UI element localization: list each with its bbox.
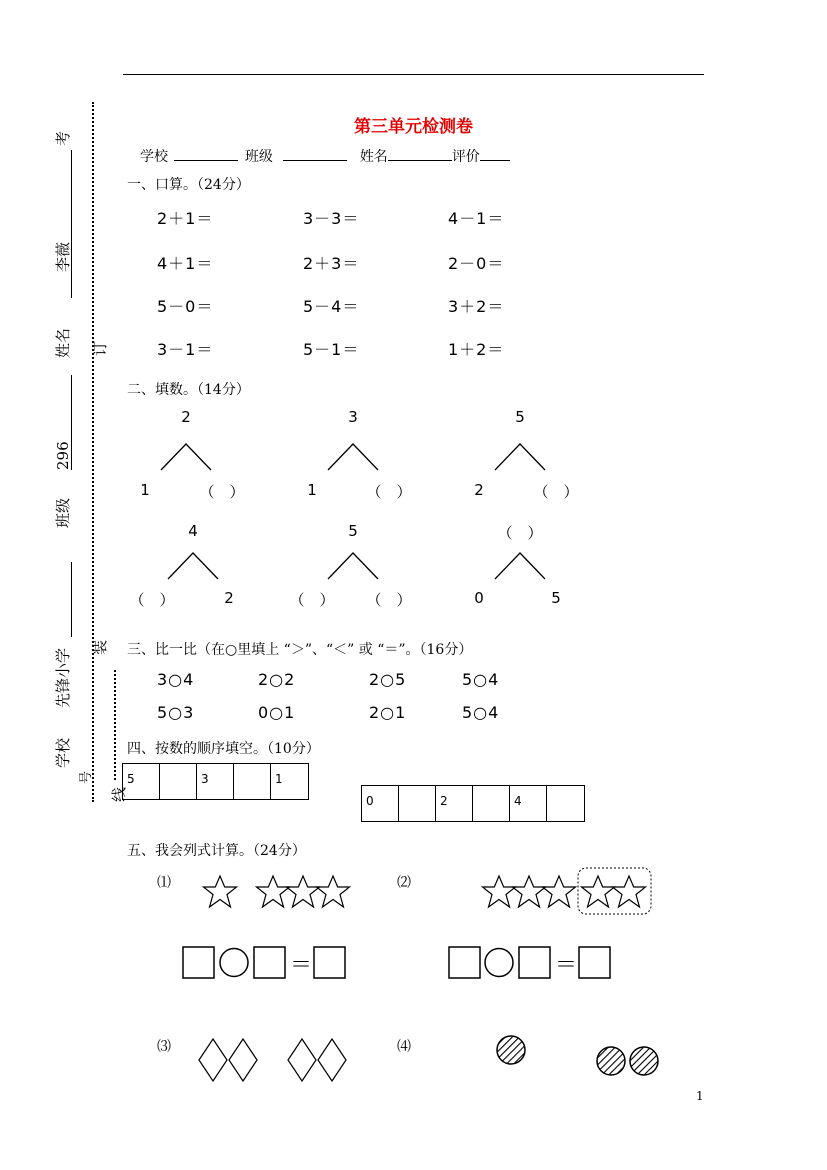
compare-item[interactable]: 2○1 [369, 703, 407, 722]
section4-heading: 四、按数的顺序填空。（10分） [127, 741, 320, 757]
oral-calc-item: 2＋3＝ [303, 254, 360, 273]
equals-sign-1: ＝ [290, 953, 313, 978]
answer-box[interactable] [254, 947, 285, 978]
tree-right-number: （ ） [366, 591, 412, 609]
oral-calc-item: 5－0＝ [157, 297, 214, 316]
tree-top-number: 2 [181, 408, 191, 426]
tree-right-number: （ ） [366, 483, 412, 501]
hatched-ball-icon [497, 1036, 525, 1064]
class-label: 班级 [244, 149, 273, 165]
sidebar-li: 李薇 [54, 241, 72, 272]
oral-calc-item: 5－4＝ [303, 297, 360, 316]
school-label: 学校 [140, 149, 168, 165]
diamond-icon [229, 1039, 257, 1081]
sidebar-num: 296 [54, 441, 72, 470]
sequence-cell[interactable]: 4 [510, 786, 547, 821]
compare-item[interactable]: 0○1 [258, 703, 296, 722]
tree-top-number: 3 [348, 408, 358, 426]
problem-label-1: ⑴ [157, 875, 171, 891]
star-icon [582, 876, 615, 907]
answer-box[interactable] [314, 947, 345, 978]
oral-calc-item: 3－1＝ [157, 340, 214, 359]
oral-calc-item: 5－1＝ [303, 340, 360, 359]
tree-left-number: 2 [474, 481, 484, 499]
sidebar-xingming: 姓名 [54, 327, 72, 358]
answer-box[interactable] [579, 947, 610, 978]
problem-label-2: ⑵ [397, 875, 411, 891]
oral-calc-item: 3－3＝ [303, 209, 360, 228]
operator-circle[interactable] [220, 949, 248, 977]
star-icon [543, 876, 576, 907]
tree-top-number: 4 [188, 522, 198, 540]
tree-top-number: （ ） [497, 524, 543, 542]
section2-heading: 二、填数。（14分） [127, 382, 250, 398]
tree-left-number: 1 [307, 481, 317, 499]
eval-label: 评价 [451, 149, 480, 165]
sidebar-banji: 班级 [54, 497, 72, 528]
sidebar-xian: 线 [110, 786, 128, 802]
diamond-icon [199, 1039, 227, 1081]
compare-item[interactable]: 5○4 [462, 703, 500, 722]
oral-calc-item: 2－0＝ [448, 254, 505, 273]
page-title: 第三单元检测卷 [354, 117, 473, 137]
hatched-ball-icon [597, 1047, 625, 1075]
sidebar-xianfeng: 先锋小学 [54, 647, 72, 708]
sidebar-ding: 订 [91, 340, 109, 356]
compare-item[interactable]: 2○2 [258, 670, 296, 689]
star-icon [613, 876, 646, 907]
tree-right-number: （ ） [199, 483, 245, 501]
tree-top-number: 5 [348, 522, 358, 540]
sidebar-zhuang: 装 [91, 639, 109, 655]
tree-right-number: 5 [551, 589, 561, 607]
tree-right-number: 2 [224, 589, 234, 607]
section5-heading: 五、我会列式计算。（24分） [127, 843, 306, 859]
diamond-icon [318, 1039, 346, 1081]
star-icon [257, 876, 290, 907]
problem-label-3: ⑶ [157, 1039, 171, 1055]
oral-calc-item: 3＋2＝ [448, 297, 505, 316]
diamond-icon [288, 1039, 316, 1081]
tree-left-number: 0 [474, 589, 484, 607]
oral-calc-item: 4－1＝ [448, 209, 505, 228]
equals-sign-2: ＝ [555, 953, 578, 978]
tree-left-number: （ ） [129, 591, 175, 609]
tree-right-number: （ ） [533, 483, 579, 501]
problem-label-4: ⑷ [397, 1039, 411, 1055]
section3-heading: 三、比一比（在○里填上 “＞”、“＜” 或 “＝”。（16分） [127, 642, 473, 658]
sequence-cell[interactable]: 5 [123, 764, 160, 799]
name-label: 姓名 [359, 149, 388, 165]
compare-item[interactable]: 5○3 [157, 703, 195, 722]
sidebar-xuexiao: 学校 [54, 737, 72, 768]
compare-item[interactable]: 2○5 [369, 670, 407, 689]
tree-top-number: 5 [515, 408, 525, 426]
oral-calc-item: 4＋1＝ [157, 254, 214, 273]
star-icon [287, 876, 320, 907]
page-number: 1 [696, 1089, 704, 1103]
sequence-cell[interactable]: 1 [275, 772, 283, 786]
tree-left-number: （ ） [289, 591, 335, 609]
star-icon [483, 876, 516, 907]
star-icon [513, 876, 546, 907]
section1-heading: 一、口算。（24分） [127, 177, 250, 193]
answer-box[interactable] [183, 947, 214, 978]
sidebar-kao: 考 [54, 130, 72, 146]
oral-calc-item: 1＋2＝ [448, 340, 505, 359]
tree-left-number: 1 [140, 481, 150, 499]
sequence-cell[interactable]: 2 [436, 786, 473, 821]
star-icon [204, 876, 237, 907]
oral-calc-item: 2＋1＝ [157, 209, 214, 228]
sidebar-hao: 号 [79, 770, 94, 784]
answer-box[interactable] [449, 947, 480, 978]
compare-item[interactable]: 3○4 [157, 670, 195, 689]
sequence-cell[interactable]: 3 [197, 764, 234, 799]
star-icon [317, 876, 350, 907]
compare-item[interactable]: 5○4 [462, 670, 500, 689]
hatched-ball-icon [630, 1047, 658, 1075]
answer-box[interactable] [519, 947, 550, 978]
sequence-cell[interactable]: 0 [362, 786, 399, 821]
operator-circle[interactable] [485, 949, 513, 977]
